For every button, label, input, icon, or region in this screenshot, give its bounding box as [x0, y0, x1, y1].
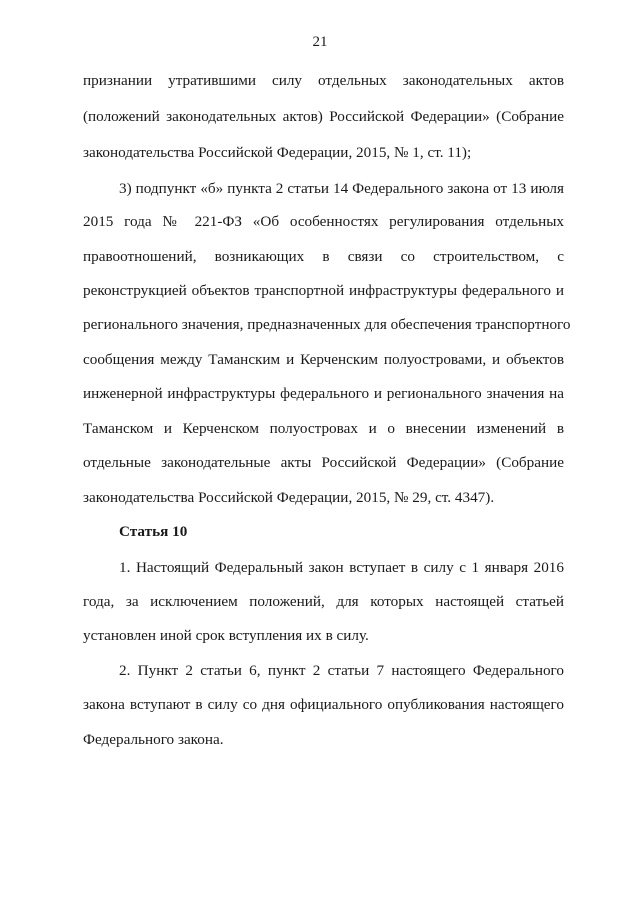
paragraph-2-line-1: 3) подпункт «б» пункта 2 статьи 14 Федерального закона от 13 июля: [119, 180, 564, 197]
article-heading: Статья 10: [119, 523, 188, 540]
paragraph-4-line-2: закона вступают в силу со дня официального опубликования настоящего: [83, 696, 564, 713]
paragraph-2-line-8: Таманском и Керченском полуостровах и о внесении изменений в: [83, 420, 564, 437]
paragraph-2-line-7: инженерной инфраструктуры федерального и регионального значения на: [83, 385, 564, 402]
paragraph-2-line-3: правоотношений, возникающих в связи со строительством, с: [83, 248, 564, 265]
paragraph-4-line-3: Федерального закона.: [83, 731, 224, 748]
page-number: 21: [312, 34, 328, 50]
paragraph-2-line-9: отдельные законодательные акты Российской Федерации» (Собрание: [83, 454, 564, 471]
paragraph-1-line-1: признании утратившими силу отдельных законодательных актов: [83, 72, 564, 89]
paragraph-2-line-5: регионального значения, предназначенных для обеспечения транспортного: [83, 316, 571, 333]
paragraph-1-line-2: (положений законодательных актов) Российской Федерации» (Собрание: [83, 108, 564, 125]
paragraph-3-line-2: года, за исключением положений, для которых настоящей статьей: [83, 593, 564, 610]
paragraph-1-line-3: законодательства Российской Федерации, 2015, № 1, ст. 11);: [83, 144, 472, 161]
paragraph-4-line-1: 2. Пункт 2 статьи 6, пункт 2 статьи 7 настоящего Федерального: [119, 662, 564, 679]
paragraph-2-line-4: реконструкцией объектов транспортной инфраструктуры федерального и: [83, 282, 564, 299]
paragraph-3-line-1: 1. Настоящий Федеральный закон вступает в силу с 1 января 2016: [119, 559, 564, 576]
paragraph-2-line-10: законодательства Российской Федерации, 2015, № 29, ст. 4347).: [83, 489, 495, 506]
paragraph-3-line-3: установлен иной срок вступления их в силу.: [83, 627, 369, 644]
paragraph-2-line-2: 2015 года № 221-ФЗ «Об особенностях регулирования отдельных: [83, 213, 564, 230]
paragraph-2-line-6: сообщения между Таманским и Керченским полуостровами, и объектов: [83, 351, 564, 368]
